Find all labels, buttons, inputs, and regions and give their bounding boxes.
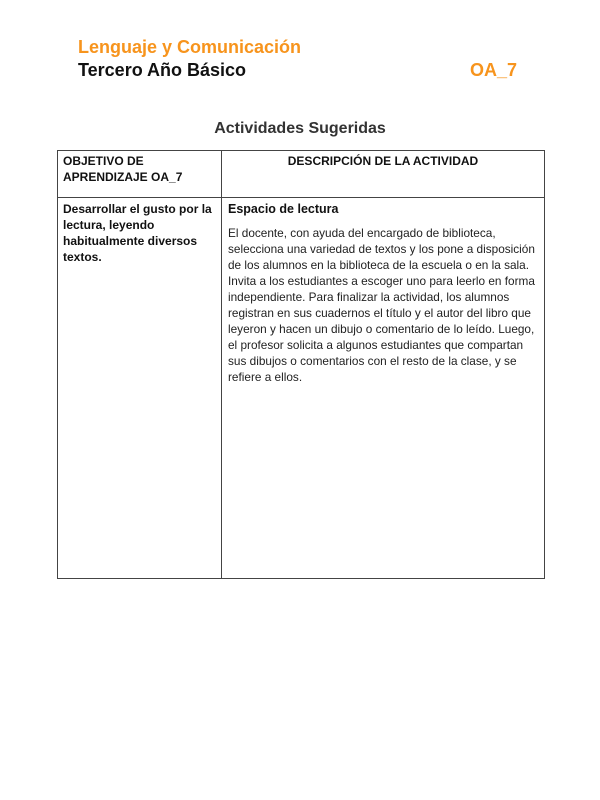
description-cell	[222, 198, 545, 579]
grade-title: Tercero Año Básico	[78, 60, 247, 80]
objective-code: OA_7	[470, 60, 518, 80]
objective-cell: Desarrollar el gusto por la lectura, leyendo habitualmente diversos textos.	[58, 198, 222, 579]
objective-column-header: OBJETIVO DE APRENDIZAJE OA_7	[58, 151, 222, 198]
subject-title: Lenguaje y Comunicación	[78, 37, 302, 57]
activity-title: Espacio de lectura	[228, 202, 339, 216]
activity-text: El docente, con ayuda del encargado de biblioteca, selecciona una variedad de textos y los pone a disposición de los alumnos en la biblioteca de la escuela o en la sala. Invita a los estudiantes a escoger uno para leerlo en forma independiente. Para finalizar la actividad, los alumnos registran en sus cuadernos el título y el autor del libro que leyeron y hacen un dibujo o comentario de lo leído. Luego, el profesor solicita a algunos estudiantes que compartan sus dibujos o comentarios con el resto de la clase, y se refiere a ellos.	[228, 226, 535, 384]
table-row	[58, 198, 545, 579]
description-column-header: DESCRIPCIÓN DE LA ACTIVIDAD	[222, 151, 545, 198]
table-header-row	[58, 151, 545, 198]
activities-table	[57, 150, 545, 579]
section-title: Actividades Sugeridas	[214, 120, 386, 137]
